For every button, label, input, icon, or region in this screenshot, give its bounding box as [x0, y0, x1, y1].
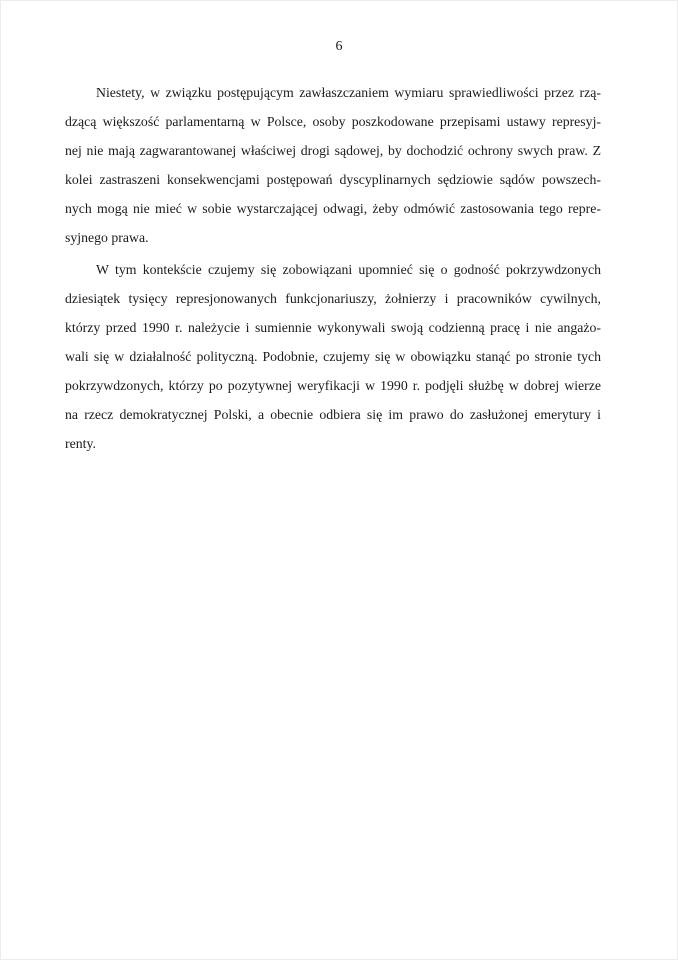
text-line: pokrzywdzonych, którzy po pozytywnej weryfikacji w 1990 r. podjęli służbę w dobrej wierze: [65, 378, 601, 393]
text-line: dziesiątek tysięcy represjonowanych funkcjonariuszy, żołnierzy i pracowników cywilnych,: [65, 291, 601, 306]
paragraph: [65, 255, 601, 458]
text-line: którzy przed 1990 r. należycie i sumiennie wykonywali swoją codzienną pracę i nie angażo-: [65, 320, 601, 335]
text-line: W tym kontekście czujemy się zobowiązani upomnieć się o godność pokrzywdzonych: [96, 262, 601, 277]
text-line: dzącą większość parlamentarną w Polsce, osoby poszkodowane przepisami ustawy represyj-: [65, 114, 601, 129]
text-line: na rzecz demokratycznej Polski, a obecnie odbiera się im prawo do zasłużonej emerytury i: [65, 407, 601, 422]
text-line: syjnego prawa.: [65, 230, 149, 245]
text-line: kolei zastraszeni konsekwencjami postępowań dyscyplinarnych sędziowie sądów powszech-: [65, 172, 601, 187]
page-number: 6: [335, 39, 343, 54]
paragraph: [65, 78, 601, 252]
text-line: nych mogą nie mieć w sobie wystarczającej odwagi, żeby odmówić zastosowania tego repre-: [65, 201, 601, 216]
text-line: nej nie mają zagwarantowanej właściwej drogi sądowej, by dochodzić ochrony swych praw. Z: [65, 143, 601, 158]
text-line: renty.: [65, 436, 96, 451]
text-line: wali się w działalność polityczną. Podobnie, czujemy się w obowiązku stanąć po stronie tych: [65, 349, 601, 364]
document-body: [65, 78, 601, 461]
text-line: Niestety, w związku postępującym zawłaszczaniem wymiaru sprawiedliwości przez rzą-: [96, 85, 601, 100]
